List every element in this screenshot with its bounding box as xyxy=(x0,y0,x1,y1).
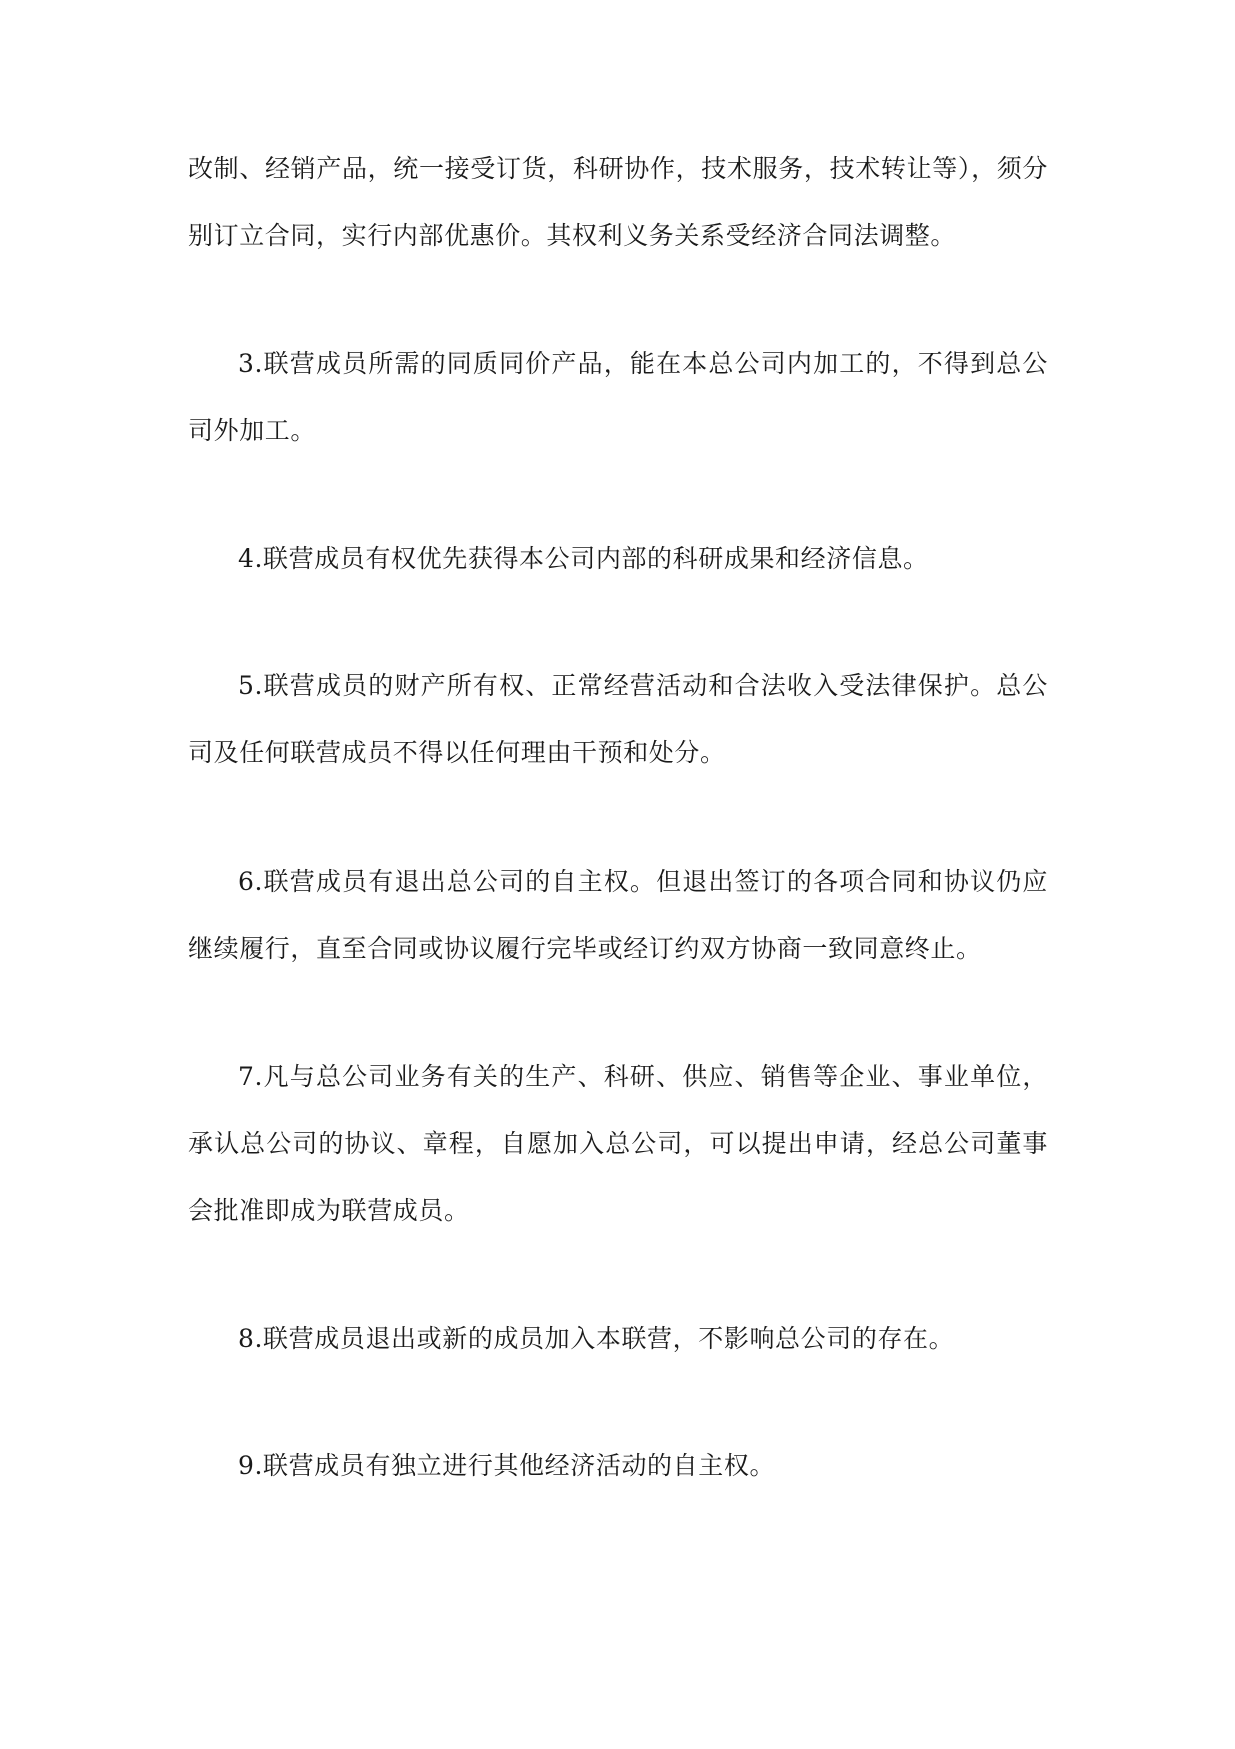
paragraph-item-8: 8.联营成员退出或新的成员加入本联营，不影响总公司的存在。 xyxy=(238,1324,955,1353)
paragraph-continuation: 改制、经销产品，统一接受订货，科研协作，技术服务，技术转让等），须分别订立合同，实行内部优惠价。其权利义务关系受经济合同法调整。 xyxy=(188,154,1048,250)
paragraph-item-6: 6.联营成员有退出总公司的自主权。但退出签订的各项合同和协议仍应继续履行，直至合同或协议履行完毕或经订约双方协商一致同意终止。 xyxy=(188,867,1048,963)
paragraph-item-7: 7.凡与总公司业务有关的生产、科研、供应、销售等企业、事业单位，承认总公司的协议、章程，自愿加入总公司，可以提出申请，经总公司董事会批准即成为联营成员。 xyxy=(188,1062,1048,1225)
paragraph-item-4: 4.联营成员有权优先获得本公司内部的科研成果和经济信息。 xyxy=(238,544,929,573)
paragraph-item-5: 5.联营成员的财产所有权、正常经营活动和合法收入受法律保护。总公司及任何联营成员不得以任何理由干预和处分。 xyxy=(188,671,1048,767)
paragraph-item-3: 3.联营成员所需的同质同价产品，能在本总公司内加工的，不得到总公司外加工。 xyxy=(188,349,1048,445)
paragraph-item-9: 9.联营成员有独立进行其他经济活动的自主权。 xyxy=(238,1451,776,1480)
